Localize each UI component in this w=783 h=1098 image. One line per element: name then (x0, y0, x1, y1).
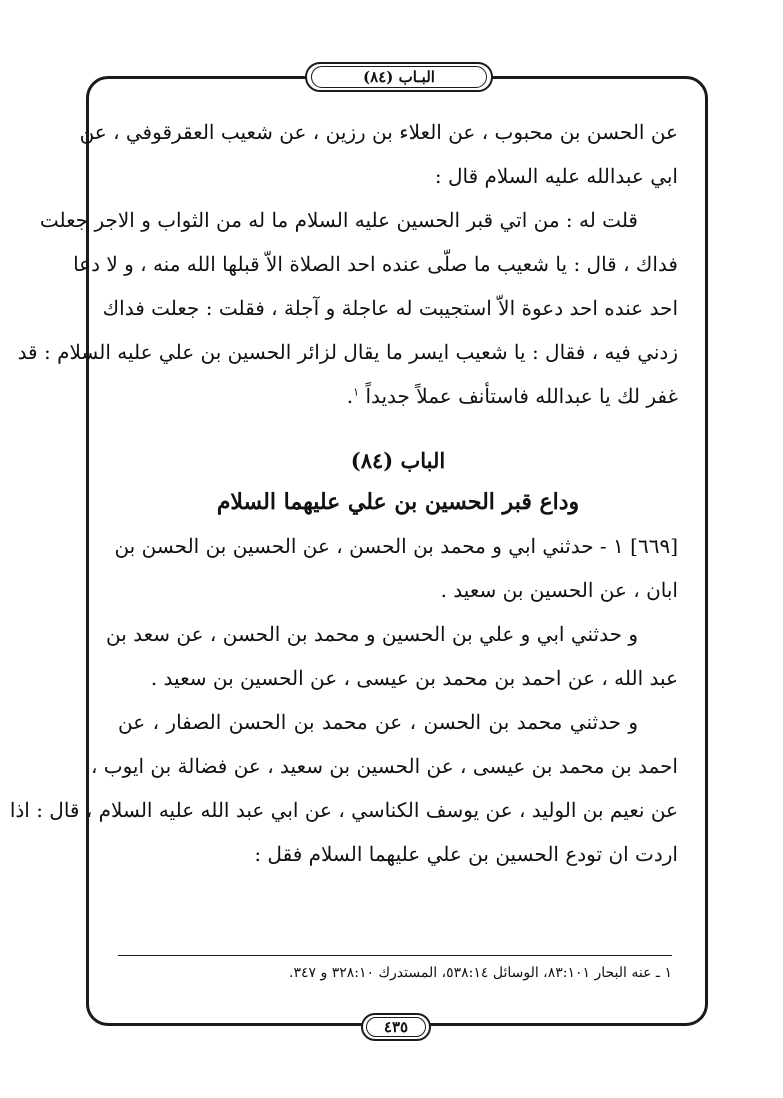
chapter-heading: الباب (٨٤) (350, 448, 446, 473)
footnote-divider (118, 955, 672, 956)
text-line-content: غفر لك يا عبدالله فاستأنف عملاً جديداً (365, 384, 678, 408)
chapter-title: وداع قبر الحسين بن علي عليهما السلام (216, 489, 580, 515)
text-line: ابان ، عن الحسين بن سعيد . (440, 578, 678, 602)
page-number: ٤٣٥ (366, 1017, 426, 1037)
footnote: ١ ـ عنه البحار ٨٣:١٠١، الوسائل ٥٣٨:١٤، المستدرك ٣٢٨:١٠ و ٣٤٧. (289, 965, 672, 981)
footnote-marker: ١ (353, 385, 360, 399)
text-line: قلت له : من اتي قبر الحسين عليه السلام ما له من الثواب و الاجر جعلت (39, 208, 638, 232)
text-line: و حدثني ابي و علي بن الحسين و محمد بن الحسن ، عن سعد بن (106, 622, 638, 646)
text-line: اردت ان تودع الحسين بن علي عليهما السلام فقل : (254, 842, 678, 866)
text-line: عبد الله ، عن احمد بن محمد بن عيسى ، عن الحسين بن سعيد . (150, 666, 678, 690)
text-line-last: غفر لك يا عبدالله فاستأنف عملاً جديداً $^١$. (346, 384, 678, 408)
text-line: فداك ، قال : يا شعيب ما صلّى عنده احد الصلاة الاّ قبلها الله منه ، و لا دعا (73, 252, 678, 276)
section-spacer (118, 418, 678, 442)
text-line: عن الحسن بن محبوب ، عن العلاء بن رزين ، عن شعيب العقرقوفي ، عن (79, 120, 678, 144)
text-line: ابي عبدالله عليه السلام قال : (434, 164, 678, 188)
text-line: [٦٦٩] ١ - حدثني ابي و محمد بن الحسن ، عن الحسين بن الحسن بن (114, 534, 678, 558)
text-line: زدني فيه ، فقال : يا شعيب ايسر ما يقال لزائر الحسين بن علي عليه السلام : قد (17, 340, 678, 364)
running-header-title: البـاب (٨٤) (311, 66, 487, 88)
page-number-badge (361, 1013, 431, 1041)
text-line: و حدثني محمد بن الحسن ، عن محمد بن الحسن الصفار ، عن (118, 710, 638, 734)
text-line: احمد بن محمد بن عيسى ، عن الحسين بن سعيد ، عن فضالة بن ايوب ، (90, 754, 678, 778)
running-header (305, 62, 493, 92)
text-line: عن نعيم بن الوليد ، عن يوسف الكناسي ، عن ابي عبد الله عليه السلام ، قال : اذا (9, 798, 678, 822)
text-line: احد عنده احد دعوة الاّ استجيبت له عاجلة و آجلة ، فقلت : جعلت فداك (102, 296, 678, 320)
page-body (9, 110, 678, 876)
